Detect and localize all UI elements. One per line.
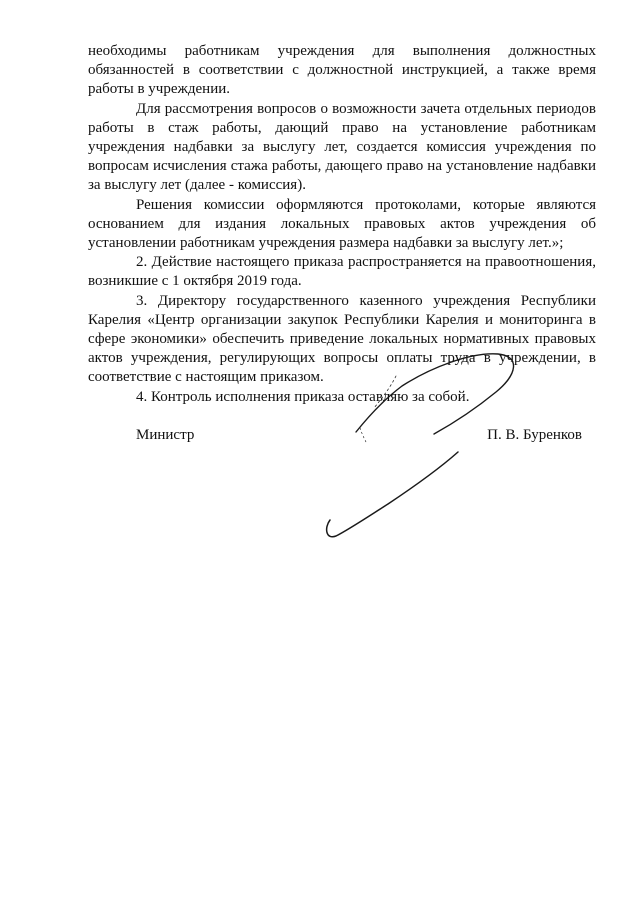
signatory-title: Министр [136,427,195,443]
paragraph-item-2-effective-date: 2. Действие настоящего приказа распространяется на правоотношения, возникшие с 1 октября 2019 года. [88,254,596,290]
signatory-name: П. В. Буренков [487,427,582,443]
paragraph-commission-creation: Для рассмотрения вопросов о возможности зачета отдельных периодов работы в стаж работы, дающий право на установление работникам учреждения надбавки за выслугу лет, создается комиссия учреждения по вопросам исчисления стажа работы, дающего право на установление надбавки за выслугу лет (далее - комиссия). [88,100,596,194]
paragraph-item-3-director-instruction: 3. Директору государственного казенного учреждения Республики Карелия «Центр организации закупок Республики Карелия и мониторинга в сфере экономики» обеспечить приведение локальных нормативных правовых актов учреждения, регулирующих вопросы оплаты труда в учреждении, в соответствие с настоящим приказом. [88,292,596,386]
paragraph-duties-continuation: необходимы работникам учреждения для выполнения должностных обязанностей в соответствии с должностной инструкцией, а также время работы в учреждении. [88,43,596,98]
paragraph-commission-decisions: Решения комиссии оформляются протоколами, которые являются основанием для издания локальных правовых актов учреждения об установлении работникам учреждения размера надбавки за выслугу лет.»; [88,196,596,252]
paragraph-item-4-control: 4. Контроль исполнения приказа оставляю за собой. [136,388,470,405]
